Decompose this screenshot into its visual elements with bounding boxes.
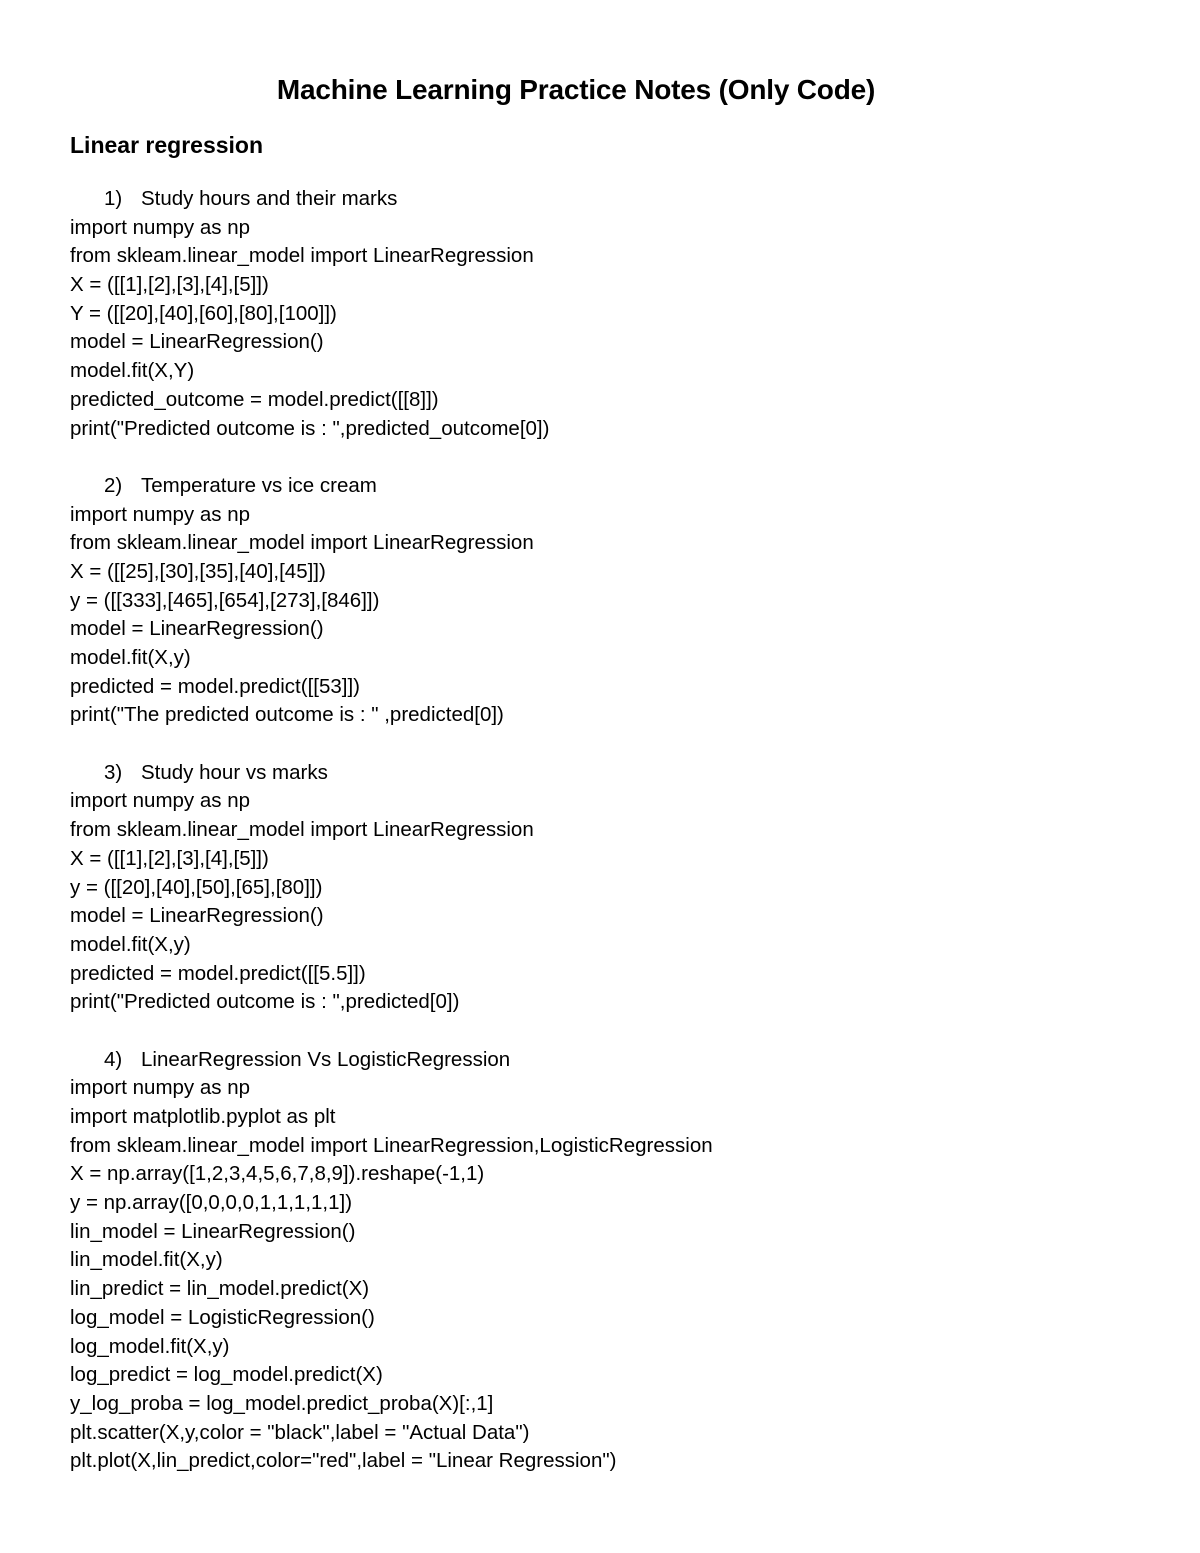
code-line: predicted = model.predict([[5.5]]) (70, 961, 366, 985)
example-heading (70, 759, 1130, 788)
example-number: 4) (104, 1047, 123, 1071)
example-title: Study hours and their marks (141, 187, 398, 210)
code-line: import matplotlib.pyplot as plt (70, 1105, 336, 1128)
example-number: 3) (104, 760, 123, 784)
code-line: import numpy as np (70, 789, 251, 813)
examples-list (70, 185, 1130, 1476)
code-line: Y = ([[20],[40],[60],[80],[100]]) (70, 301, 337, 325)
code-line: X = ([[25],[30],[35],[40],[45]]) (70, 559, 326, 583)
code-line: import numpy as np (70, 1076, 251, 1100)
code-line: y = ([[333],[465],[654],[273],[846]]) (70, 588, 380, 612)
code-line: X = np.array([1,2,3,4,5,6,7,8,9]).reshape(-1,1) (70, 1162, 485, 1186)
document-title: Machine Learning Practice Notes (Only Code) (276, 74, 876, 105)
code-line: import numpy as np (70, 215, 251, 239)
code-line: model = LinearRegression() (70, 330, 324, 354)
code-line: lin_model.fit(X,y) (70, 1248, 223, 1272)
example-heading (70, 185, 1130, 214)
section-heading: Linear regression (70, 132, 264, 158)
example-title: Study hour vs marks (141, 760, 328, 784)
code-line: X = ([[1],[2],[3],[4],[5]]) (70, 273, 269, 297)
code-line: from skleam.linear_model import LinearRegression,LogisticRegression (70, 1133, 713, 1157)
code-line: from skleam.linear_model import LinearRegression (70, 818, 534, 842)
example-number: 2) (104, 473, 123, 497)
code-line: y = ([[20],[40],[50],[65],[80]]) (70, 875, 323, 899)
code-example (70, 1046, 1130, 1476)
code-line: lin_model = LinearRegression() (70, 1219, 356, 1243)
code-line: print("Predicted outcome is : ",predicted_outcome[0]) (70, 416, 550, 440)
code-line: from skleam.linear_model import LinearRegression (70, 531, 534, 555)
code-line: model.fit(X,Y) (70, 359, 195, 383)
code-line: y_log_proba = log_model.predict_proba(X)[:,1] (70, 1391, 494, 1415)
code-line: model = LinearRegression() (70, 904, 324, 928)
example-title: Temperature vs ice cream (141, 473, 377, 497)
example-heading (70, 1046, 1130, 1075)
code-line: plt.scatter(X,y,color = "black",label = "Actual Data") (70, 1420, 530, 1444)
code-line: X = ([[1],[2],[3],[4],[5]]) (70, 846, 269, 870)
example-number: 1) (104, 187, 123, 210)
example-title: LinearRegression Vs LogisticRegression (141, 1047, 511, 1071)
code-line: import numpy as np (70, 502, 251, 526)
code-line: plt.plot(X,lin_predict,color="red",label = "Linear Regression") (70, 1449, 617, 1473)
code-line: model = LinearRegression() (70, 617, 324, 641)
code-example (70, 472, 1130, 730)
code-line: y = np.array([0,0,0,0,1,1,1,1,1]) (70, 1191, 353, 1215)
code-line: print("Predicted outcome is : ",predicted[0]) (70, 990, 460, 1014)
code-line: predicted = model.predict([[53]]) (70, 674, 360, 698)
code-line: log_model = LogisticRegression() (70, 1305, 375, 1329)
code-line: predicted_outcome = model.predict([[8]]) (70, 387, 439, 411)
code-line: print("The predicted outcome is : " ,predicted[0]) (70, 703, 504, 727)
code-line: log_predict = log_model.predict(X) (70, 1363, 383, 1387)
code-example (70, 185, 1130, 443)
code-line: from skleam.linear_model import LinearRegression (70, 244, 534, 268)
code-line: model.fit(X,y) (70, 646, 191, 669)
code-example (70, 759, 1130, 1017)
code-line: model.fit(X,y) (70, 932, 191, 956)
code-line: log_model.fit(X,y) (70, 1334, 230, 1358)
code-line: lin_predict = lin_model.predict(X) (70, 1277, 370, 1301)
example-heading (70, 472, 1130, 501)
